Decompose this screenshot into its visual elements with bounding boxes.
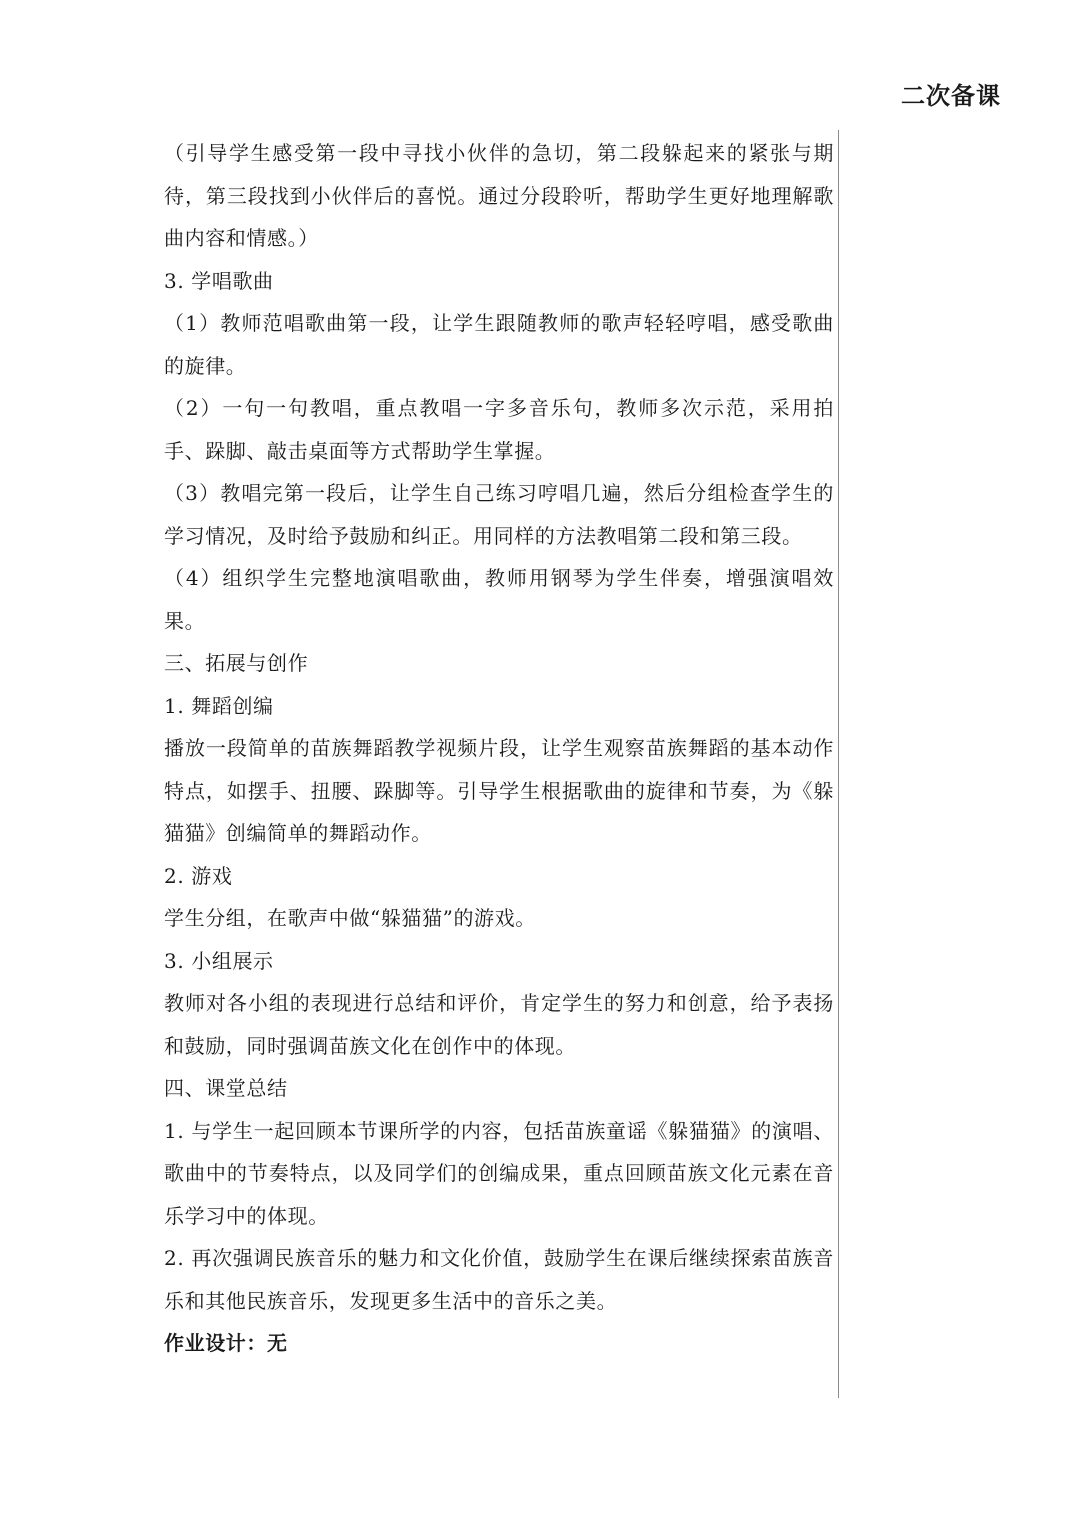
paragraph-listening-guidance: （引导学生感受第一段中寻找小伙伴的急切，第二段躲起来的紧张与期待，第三段找到小伙伴后的喜悦。通过分段聆听，帮助学生更好地理解歌曲内容和情感。） bbox=[164, 141, 834, 250]
paragraph-learn-song-step-3: （3）教唱完第一段后，让学生自己练习哼唱几遍，然后分组检查学生的学习情况，及时给予鼓励和纠正。用同样的方法教唱第二段和第三段。 bbox=[164, 481, 834, 548]
paragraph-showcase-heading: 3. 小组展示 bbox=[164, 948, 274, 973]
secondary-lesson-prep-label: 二次备课 bbox=[901, 81, 1001, 110]
section-heading-extension: 三、拓展与创作 bbox=[164, 651, 309, 675]
paragraph-dance-heading: 1. 舞蹈创编 bbox=[164, 693, 274, 718]
section-heading-summary: 四、课堂总结 bbox=[164, 1076, 288, 1100]
column-divider bbox=[838, 130, 839, 1398]
paragraph-learn-song-step-1: （1）教师范唱歌曲第一段，让学生跟随教师的歌声轻轻哼唱，感受歌曲的旋律。 bbox=[164, 311, 834, 378]
paragraph-game-body: 学生分组，在歌声中做“躲猫猫”的游戏。 bbox=[164, 906, 536, 930]
paragraph-summary-1: 1. 与学生一起回顾本节课所学的内容，包括苗族童谣《躲猫猫》的演唱、歌曲中的节奏特点，以及同学们的创编成果，重点回顾苗族文化元素在音乐学习中的体现。 bbox=[164, 1118, 834, 1228]
paragraph-learn-song-step-2: （2）一句一句教唱，重点教唱一字多音乐句，教师多次示范，采用拍手、跺脚、敲击桌面等方式帮助学生掌握。 bbox=[164, 396, 834, 463]
paragraph-summary-2: 2. 再次强调民族音乐的魅力和文化价值，鼓励学生在课后继续探索苗族音乐和其他民族音乐，发现更多生活中的音乐之美。 bbox=[164, 1246, 834, 1313]
paragraph-learn-song-step-4: （4）组织学生完整地演唱歌曲，教师用钢琴为学生伴奏，增强演唱效果。 bbox=[164, 566, 834, 633]
paragraph-showcase-body: 教师对各小组的表现进行总结和评价，肯定学生的努力和创意，给予表扬和鼓励，同时强调苗族文化在创作中的体现。 bbox=[164, 991, 834, 1058]
paragraph-game-heading: 2. 游戏 bbox=[164, 863, 233, 888]
lesson-plan-body bbox=[164, 132, 834, 1365]
paragraph-dance-body: 播放一段简单的苗族舞蹈教学视频片段，让学生观察苗族舞蹈的基本动作特点，如摆手、扭腰、跺脚等。引导学生根据歌曲的旋律和节奏，为《躲猫猫》创编简单的舞蹈动作。 bbox=[164, 736, 834, 845]
paragraph-learn-song-heading: 3. 学唱歌曲 bbox=[164, 268, 274, 293]
homework-design: 作业设计：无 bbox=[164, 1331, 288, 1355]
